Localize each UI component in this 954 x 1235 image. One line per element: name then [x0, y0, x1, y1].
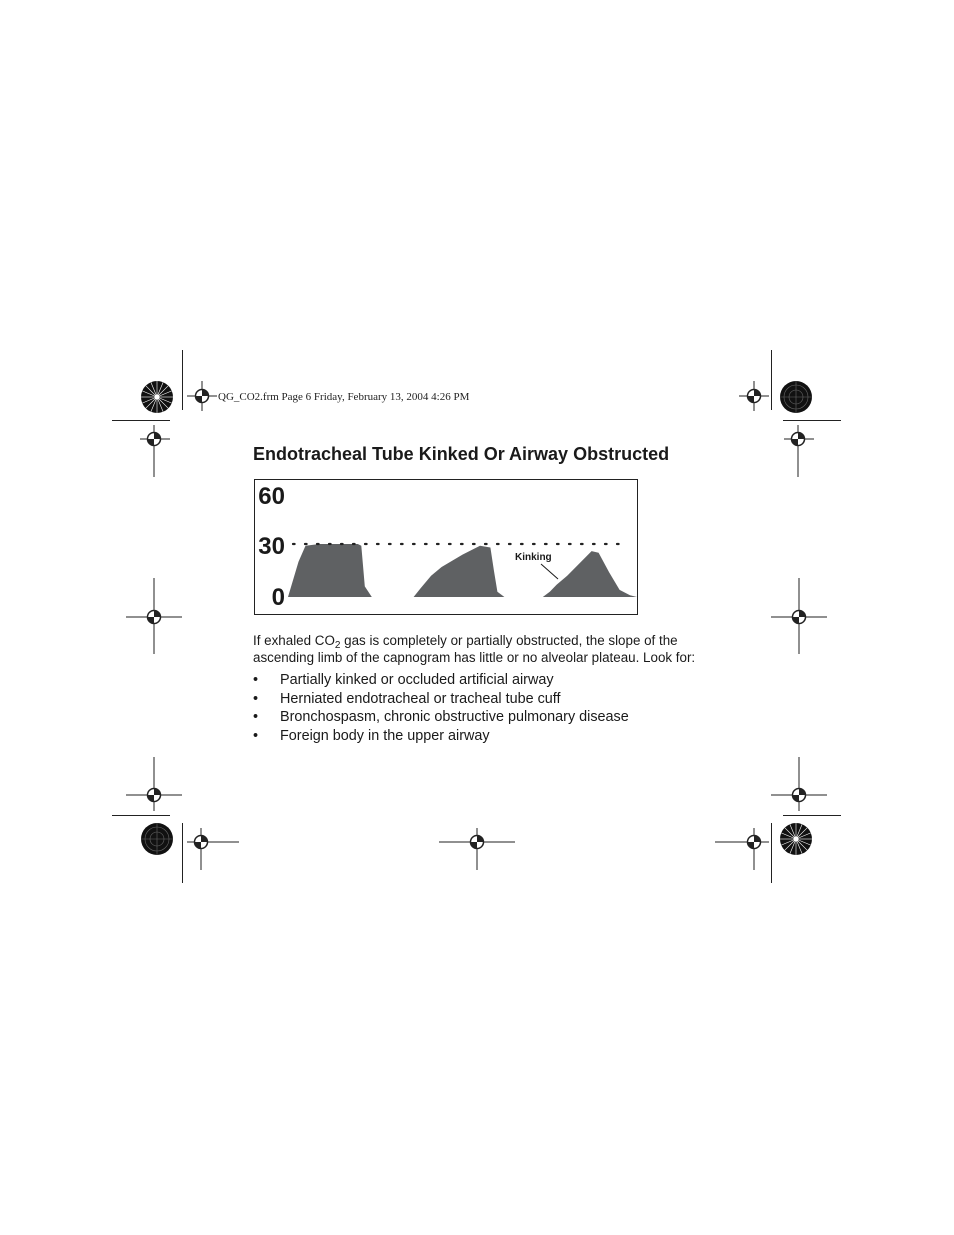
registration-mark-icon: [739, 381, 769, 411]
y-tick-label-0: 0: [271, 584, 285, 611]
registration-mark-icon: [187, 381, 217, 411]
crop-line: [771, 350, 772, 410]
bullet-icon: •: [253, 709, 259, 726]
list-item: [253, 671, 629, 690]
file-info-header: QG_CO2.frm Page 6 Friday, February 13, 2004 4:26 PM: [218, 391, 470, 403]
registration-mark-icon: [140, 425, 170, 477]
bullet-icon: •: [253, 690, 259, 707]
star-target-icon: [140, 380, 174, 414]
registration-mark-icon: [126, 757, 182, 811]
waveform-area: [288, 544, 637, 597]
crop-line: [112, 420, 170, 421]
intro-prefix: If exhaled CO: [253, 633, 335, 648]
capnogram-svg: [255, 480, 637, 614]
list-item-text: Partially kinked or occluded artificial airway: [280, 672, 554, 688]
intro-subscript: 2: [334, 640, 341, 651]
registration-mark-icon: [187, 828, 239, 870]
intro-suffix: gas is completely or partially obstructed, the slope of the ascending limb of the capnogram has little or no alveolar plateau. Look for:: [253, 633, 696, 665]
crop-line: [182, 350, 183, 410]
crop-line: [182, 823, 183, 883]
y-tick-label-30: 30: [258, 533, 285, 560]
crop-line: [783, 815, 841, 816]
capnogram-chart: [254, 479, 638, 615]
star-target-icon: [779, 822, 813, 856]
bullet-icon: •: [253, 672, 259, 688]
crop-line: [771, 823, 772, 883]
annotation-kinking: Kinking: [515, 552, 552, 563]
annotation-leader-line: [541, 564, 558, 579]
y-tick-label-60: 60: [258, 483, 285, 510]
crop-line: [783, 420, 841, 421]
list-item: [253, 690, 629, 709]
star-target-icon: [779, 380, 813, 414]
list-item-text: Foreign body in the upper airway: [280, 728, 490, 745]
registration-mark-icon: [126, 578, 182, 654]
cause-list: [253, 671, 629, 746]
crop-line: [112, 815, 170, 816]
list-item-text: Bronchospasm, chronic obstructive pulmonary disease: [280, 709, 629, 726]
registration-mark-icon: [439, 828, 515, 870]
registration-mark-icon: [771, 757, 827, 811]
list-item-text: Herniated endotracheal or tracheal tube cuff: [280, 690, 561, 707]
registration-mark-icon: [784, 425, 814, 477]
section-title: Endotracheal Tube Kinked Or Airway Obstructed: [253, 444, 670, 464]
registration-mark-icon: [715, 828, 769, 870]
registration-mark-icon: [771, 578, 827, 654]
list-item: [253, 727, 629, 746]
intro-paragraph: [253, 633, 733, 666]
star-target-icon: [140, 822, 174, 856]
bullet-icon: •: [253, 728, 259, 745]
list-item: [253, 708, 629, 727]
